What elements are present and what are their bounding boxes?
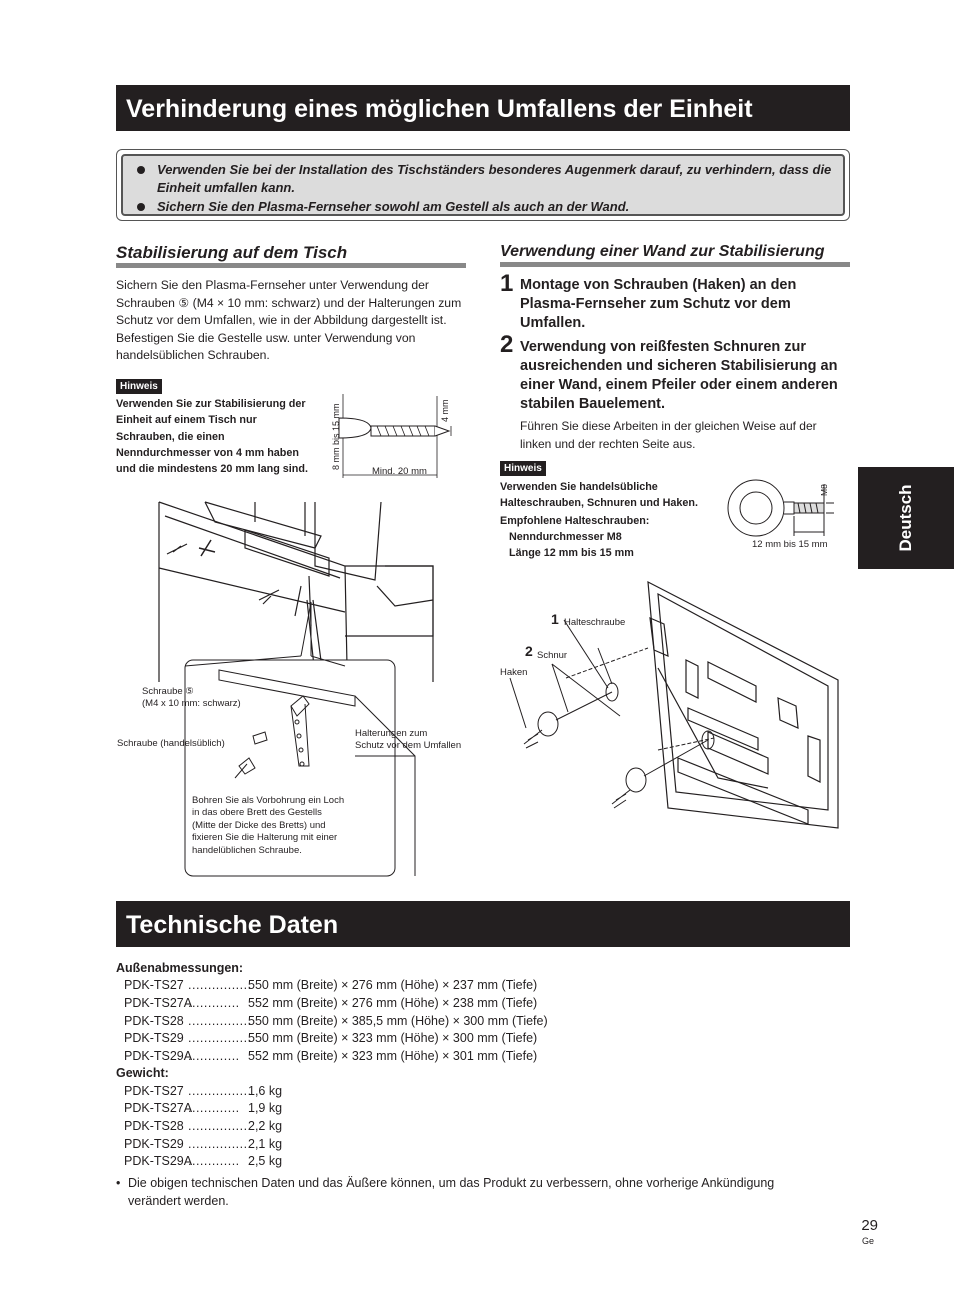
note-text: Sichern Sie den Plasma-Fernseher sowohl am Gestell als auch an der Wand. [157, 199, 630, 214]
section-title-specs: Technische Daten [116, 901, 850, 947]
bolt-length-label: 12 mm bis 15 mm [752, 539, 828, 550]
page-lang-code: Ge [861, 1236, 874, 1246]
spec-row [124, 1048, 537, 1066]
hinweis-line: Länge 12 mm bis 15 mm [509, 547, 634, 559]
label-schraube-handel: Schraube (handelsüblich) [117, 738, 225, 749]
spec-model: PDK-TS29A [124, 1049, 193, 1063]
table-stabilization-body: Sichern Sie den Plasma-Fernseher unter Verwendung der Schrauben ⑤ (M4 × 10 mm: schwarz) und der Halterungen zum Schutz vor dem Umfallen, wie in der Abbildung dargestellt ist. Befestigen Sie die Gestelle usw. unter Verwendung von handelsüblichen Schrauben. [116, 278, 462, 362]
spec-dots: ................ [188, 978, 252, 992]
spec-value: 550 mm (Breite) × 385,5 mm (Höhe) × 300 mm (Tiefe) [248, 1014, 548, 1028]
spec-model: PDK-TS27 [124, 978, 184, 992]
hinweis-badge-right: Hinweis [500, 461, 546, 476]
step-number: 1 [500, 270, 514, 297]
spec-value: 2,2 kg [248, 1119, 283, 1133]
spec-footnote-text: Die obigen technischen Daten und das Äußere können, um das Produkt zu verbessern, ohne vorherige Ankündigung verändert werden. [128, 1176, 775, 1208]
spec-model: PDK-TS27A [124, 1101, 193, 1115]
spec-value: 1,6 kg [248, 1084, 283, 1098]
spec-model: PDK-TS27 [124, 1084, 184, 1098]
hinweis-line: Verwenden Sie handelsübliche [500, 481, 658, 493]
spec-dots: ................ [188, 1084, 252, 1098]
spec-model: PDK-TS27A [124, 996, 193, 1010]
spec-value: 550 mm (Breite) × 276 mm (Höhe) × 237 mm (Tiefe) [248, 978, 538, 992]
hinweis-line: Halteschrauben, Schnuren und Haken. [500, 497, 698, 509]
spec-model: PDK-TS29A [124, 1154, 193, 1168]
hinweis-line: Nenndurchmesser M8 [509, 531, 622, 543]
heading-table-stabilization: Stabilisierung auf dem Tisch [116, 243, 466, 268]
note-text: Verwenden Sie bei der Installation des Tischständers besonderes Augenmerk darauf, zu verhindern, dass die Einheit umfallen kann. [157, 162, 832, 195]
warning-note-box [116, 149, 850, 221]
weight-title: Gewicht: [116, 1066, 169, 1080]
spec-dots: ................ [188, 1137, 252, 1151]
spec-model: PDK-TS29 [124, 1031, 184, 1045]
spec-dots: ................ [188, 1014, 252, 1028]
spec-model: PDK-TS28 [124, 1119, 184, 1133]
callout-2-num: 2 [525, 643, 533, 659]
spec-row [124, 1030, 537, 1048]
label-bohren: Bohren Sie als Vorbohrung ein Loch in das obere Brett des Gestells (Mitte der Dicke des Bretts) und fixieren Sie die Halterung mit einer handelüblichen Schraube. [192, 795, 345, 856]
section-title-stabilization: Verhinderung eines möglichen Umfallens der Einheit [116, 85, 850, 131]
spec-value: 1,9 kg [248, 1101, 283, 1115]
spec-row [124, 977, 537, 995]
bullet-icon [137, 203, 145, 211]
dim-min-label: Mind. 20 mm [372, 466, 427, 477]
step-note: Führen Sie diese Arbeiten in der gleichen Weise auf der linken und der rechten Seite aus. [520, 419, 817, 451]
step-text: Montage von Schrauben (Haken) an den Plasma-Fernseher zum Schutz vor dem Umfallen. [520, 277, 797, 331]
note-item [137, 198, 833, 216]
callout-2-label: Schnur [537, 650, 568, 661]
bullet-icon [137, 166, 145, 174]
callout-haken-label: Haken [500, 667, 528, 678]
label-schraube5-spec: (M4 x 10 mm: schwarz) [142, 698, 241, 709]
dims-title: Außenabmessungen: [116, 961, 244, 975]
label-halterungen-2: Schutz vor dem Umfallen [355, 740, 462, 751]
spec-value: 2,1 kg [248, 1137, 283, 1151]
spec-row [124, 1118, 282, 1136]
spec-value: 552 mm (Breite) × 276 mm (Höhe) × 238 mm (Tiefe) [248, 996, 538, 1010]
spec-row [124, 995, 537, 1013]
spec-value: 550 mm (Breite) × 323 mm (Höhe) × 300 mm (Tiefe) [248, 1031, 538, 1045]
spec-model: PDK-TS28 [124, 1014, 184, 1028]
hinweis-badge-left: Hinweis [116, 379, 162, 394]
spec-dots: ................ [188, 1031, 252, 1045]
step-text: Verwendung von reißfesten Schnuren zur ausreichenden und sicheren Stabilisierung an einer Wand, einem Pfeiler oder einem anderen stabilen Bauelement. [520, 339, 838, 412]
label-halterungen-1: Halterungen zum [355, 728, 428, 739]
label-schraube5: Schraube ⑤ [142, 686, 194, 697]
spec-row [124, 1013, 548, 1031]
spec-dots: ............. [188, 1049, 240, 1063]
spec-row [124, 1100, 282, 1118]
spec-dots: ................ [188, 1119, 252, 1133]
bolt-m8-label: M8 [819, 484, 829, 496]
spec-row [124, 1153, 282, 1171]
callout-1-num: 1 [551, 611, 559, 627]
language-tab [858, 467, 954, 569]
spec-dots: ............. [188, 1154, 240, 1168]
language-tab-label: Deutsch [896, 484, 915, 552]
dim-diameter-label: 4 mm [440, 399, 450, 422]
bullet-icon: • [116, 1176, 121, 1190]
dim-length-label: 8 mm bis 15 mm [331, 403, 341, 470]
spec-value: 552 mm (Breite) × 323 mm (Höhe) × 301 mm (Tiefe) [248, 1049, 538, 1063]
callout-1-label: Halteschraube [564, 617, 626, 628]
spec-model: PDK-TS29 [124, 1137, 184, 1151]
spec-dots: ............. [188, 1101, 240, 1115]
spec-dots: ............. [188, 996, 240, 1010]
step-number: 2 [500, 331, 514, 358]
heading-wall-stabilization: Verwendung einer Wand zur Stabilisierung [500, 242, 850, 267]
page-number: 29 [861, 1217, 878, 1234]
note-item [137, 161, 833, 197]
hinweis-text-left: Verwenden Sie zur Stabilisierung der Einheit auf einem Tisch nur Schrauben, die einen Nenndurchmesser von 4 mm haben und die mindestens 20 mm lang sind. [116, 398, 308, 476]
spec-row [124, 1083, 282, 1101]
hinweis-line: Empfohlene Halteschrauben: [500, 515, 650, 527]
spec-value: 2,5 kg [248, 1154, 283, 1168]
spec-footnote [116, 1175, 816, 1210]
spec-row [124, 1136, 282, 1154]
